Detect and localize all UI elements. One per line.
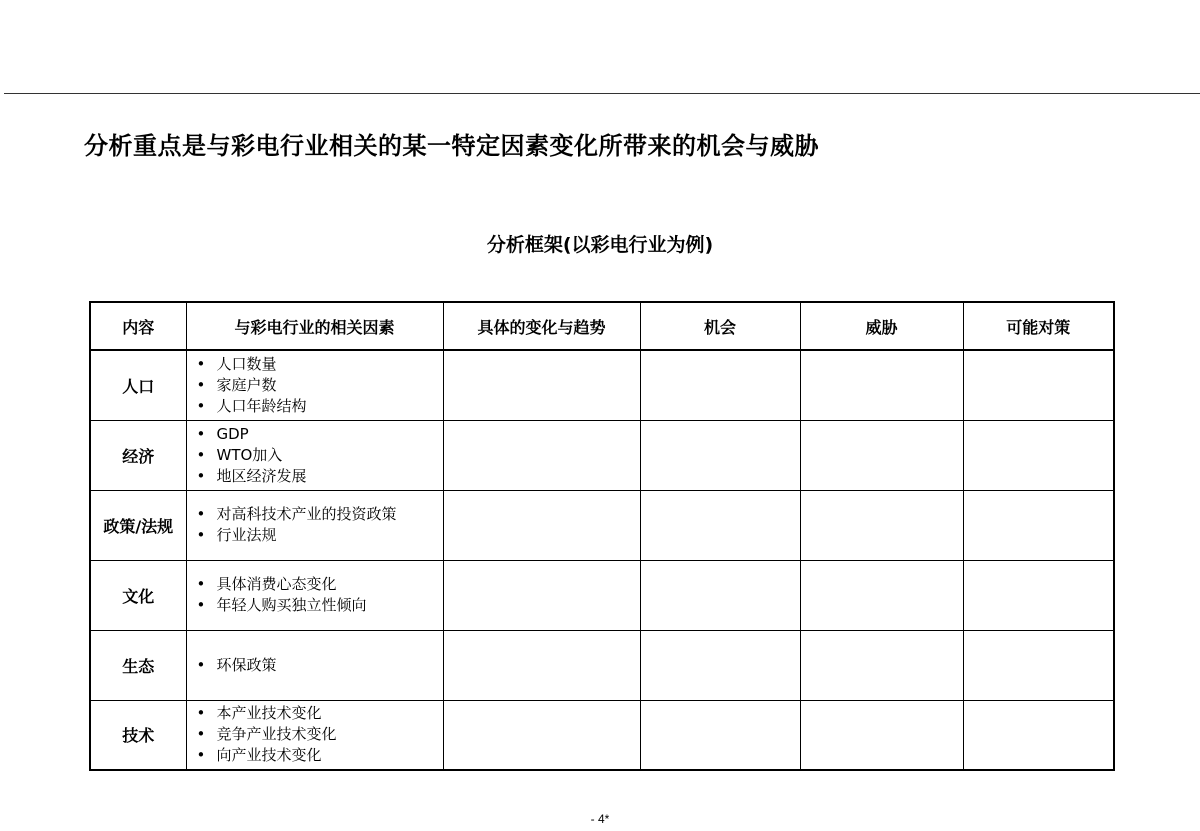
- page-number: - 4*: [590, 812, 610, 826]
- list-item: [197, 375, 443, 396]
- row-category: 经济: [90, 420, 186, 490]
- row-category: 人口: [90, 350, 186, 420]
- factor-label: 竞争产业技术变化: [216, 725, 337, 744]
- opportunity-cell: [640, 560, 800, 630]
- table-row: [90, 700, 1114, 770]
- countermeasure-cell: [963, 700, 1114, 770]
- factor-label: 人口数量: [216, 354, 277, 373]
- column-header-factors: 与彩电行业的相关因素: [186, 302, 443, 350]
- table-row: [90, 560, 1114, 630]
- opportunity-cell: [640, 630, 800, 700]
- list-item: [197, 354, 443, 375]
- threat-cell: [800, 420, 963, 490]
- trend-cell: [443, 420, 640, 490]
- factor-label: WTO加入: [216, 445, 283, 464]
- trend-cell: [443, 700, 640, 770]
- threat-cell: [800, 560, 963, 630]
- table-row: [90, 490, 1114, 560]
- opportunity-cell: [640, 490, 800, 560]
- factor-label: 对高科技术产业的投资政策: [216, 505, 397, 523]
- list-item: [197, 445, 443, 466]
- threat-cell: [800, 630, 963, 700]
- bullet-icon: •: [196, 396, 206, 415]
- factor-list: [187, 354, 443, 417]
- factors-cell: [186, 420, 443, 490]
- table-header-row: [90, 302, 1114, 350]
- list-item: [197, 574, 443, 595]
- factor-label: 具体消费心态变化: [216, 575, 337, 593]
- bullet-icon: •: [196, 575, 206, 593]
- list-item: [197, 745, 443, 766]
- column-header-content: 内容: [90, 302, 186, 350]
- factor-list: [187, 574, 443, 616]
- bullet-icon: •: [196, 655, 206, 674]
- factor-label: 家庭户数: [216, 375, 277, 394]
- list-item: [197, 724, 443, 745]
- list-item: [197, 504, 443, 525]
- trend-cell: [443, 560, 640, 630]
- bullet-icon: •: [196, 725, 206, 744]
- factors-cell: [186, 630, 443, 700]
- column-header-countermeasures: 可能对策: [963, 302, 1114, 350]
- factors-cell: [186, 560, 443, 630]
- factor-list: [187, 655, 443, 676]
- bullet-icon: •: [196, 596, 206, 614]
- factor-label: 环保政策: [216, 655, 277, 674]
- row-category: 生态: [90, 630, 186, 700]
- bullet-icon: •: [196, 505, 206, 523]
- factors-cell: [186, 350, 443, 420]
- list-item: [197, 396, 443, 417]
- header-rule: [4, 93, 1200, 94]
- factors-cell: [186, 490, 443, 560]
- list-item: [197, 424, 443, 445]
- bullet-icon: •: [196, 466, 206, 485]
- countermeasure-cell: [963, 420, 1114, 490]
- bullet-icon: •: [196, 375, 206, 394]
- factor-label: 地区经济发展: [216, 466, 307, 485]
- list-item: [197, 703, 443, 724]
- factor-list: [187, 424, 443, 487]
- countermeasure-cell: [963, 490, 1114, 560]
- factor-label: 年轻人购买独立性倾向: [216, 596, 367, 614]
- list-item: [197, 595, 443, 616]
- bullet-icon: •: [196, 424, 206, 443]
- factor-label: GDP: [216, 424, 249, 443]
- bullet-icon: •: [196, 354, 206, 373]
- page-title: 分析重点是与彩电行业相关的某一特定因素变化所带来的机会与威胁: [84, 132, 819, 160]
- factor-list: [187, 504, 443, 546]
- opportunity-cell: [640, 420, 800, 490]
- list-item: [197, 525, 443, 546]
- trend-cell: [443, 630, 640, 700]
- threat-cell: [800, 490, 963, 560]
- row-category: 文化: [90, 560, 186, 630]
- table-row: [90, 420, 1114, 490]
- row-category: 技术: [90, 700, 186, 770]
- threat-cell: [800, 700, 963, 770]
- factor-label: 本产业技术变化: [216, 704, 322, 723]
- column-header-opportunities: 机会: [640, 302, 800, 350]
- factor-label: 向产业技术变化: [216, 746, 322, 765]
- factor-label: 人口年龄结构: [216, 396, 307, 415]
- bullet-icon: •: [196, 704, 206, 723]
- list-item: [197, 466, 443, 487]
- table-row: [90, 630, 1114, 700]
- threat-cell: [800, 350, 963, 420]
- trend-cell: [443, 490, 640, 560]
- list-item: [197, 655, 443, 676]
- column-header-threats: 威胁: [800, 302, 963, 350]
- factor-label: 行业法规: [216, 526, 277, 544]
- trend-cell: [443, 350, 640, 420]
- opportunity-cell: [640, 700, 800, 770]
- opportunity-cell: [640, 350, 800, 420]
- factors-cell: [186, 700, 443, 770]
- bullet-icon: •: [196, 746, 206, 765]
- countermeasure-cell: [963, 560, 1114, 630]
- table-row: [90, 350, 1114, 420]
- bullet-icon: •: [196, 445, 206, 464]
- countermeasure-cell: [963, 350, 1114, 420]
- framework-subtitle: 分析框架(以彩电行业为例): [486, 234, 714, 256]
- bullet-icon: •: [196, 526, 206, 544]
- factor-list: [187, 703, 443, 766]
- countermeasure-cell: [963, 630, 1114, 700]
- column-header-trends: 具体的变化与趋势: [443, 302, 640, 350]
- row-category: 政策/法规: [90, 490, 186, 560]
- analysis-framework-table: [89, 301, 1115, 771]
